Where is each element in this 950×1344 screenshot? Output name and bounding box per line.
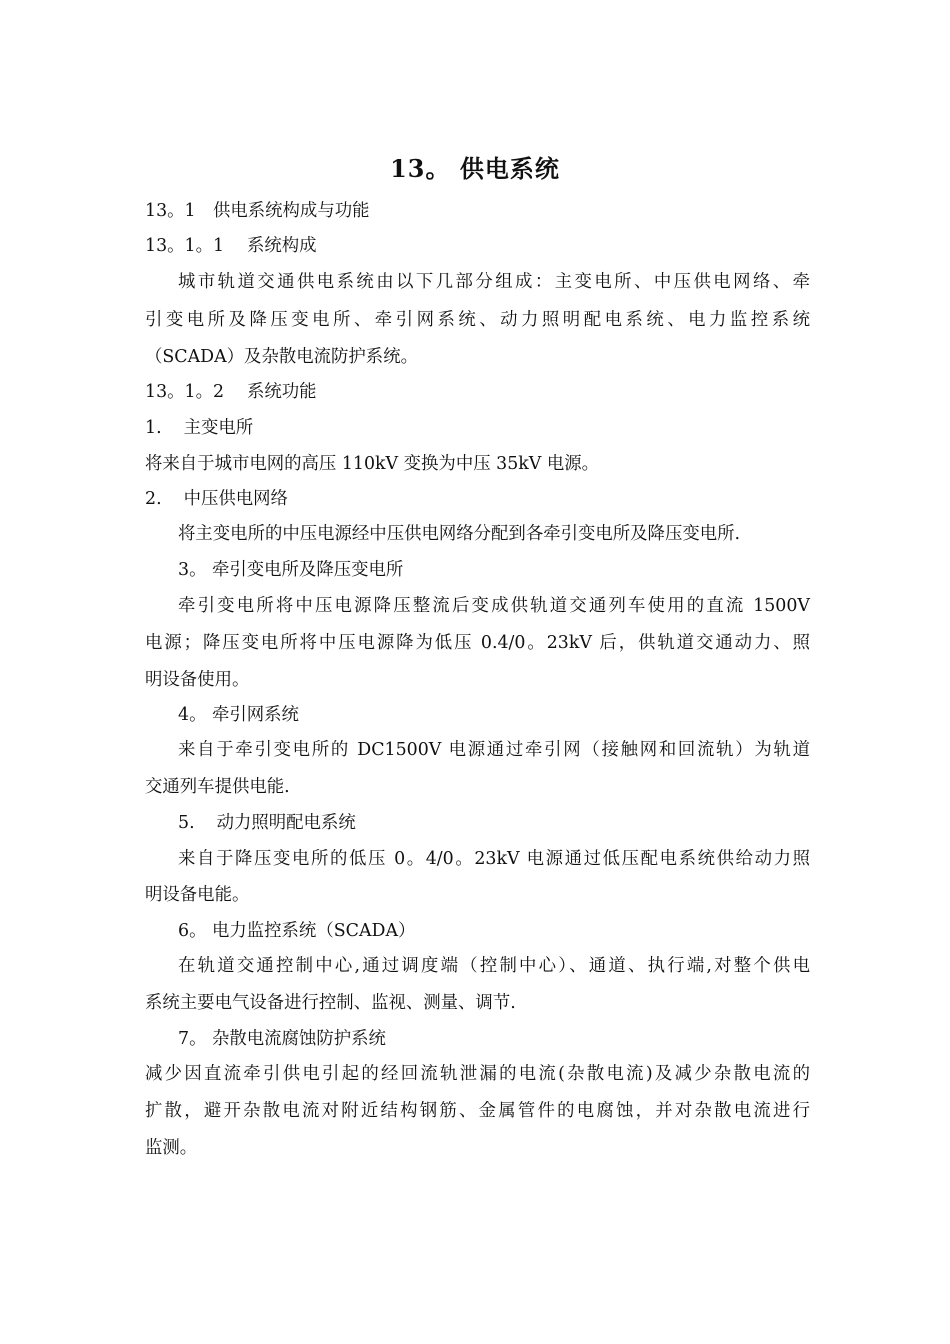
item-3-heading: 3。 牵引变电所及降压变电所 — [178, 560, 404, 580]
item-5-body-line-1: 来自于降压变电所的低压 0。4/0。23kV 电源通过低压配电系统供给动力照 — [178, 849, 810, 869]
page-title: 13。 供电系统 — [390, 154, 560, 183]
item-6-body-line-2: 系统主要电气设备进行控制、监视、测量、调节. — [145, 993, 516, 1013]
item-3-body-line-3: 明设备使用。 — [145, 670, 250, 690]
item-6-body-line-1: 在轨道交通控制中心,通过调度端（控制中心）、通道、执行端,对整个供电 — [178, 956, 810, 976]
item-1-number: 1. — [145, 418, 162, 438]
item-3-body-line-2: 电源；降压变电所将中压电源降为低压 0.4/0。23kV 后，供轨道交通动力、照 — [145, 633, 810, 653]
item-1-heading — [145, 415, 810, 441]
item-5-heading — [178, 810, 810, 836]
item-1-body: 将来自于城市电网的高压 110kV 变换为中压 35kV 电源。 — [145, 454, 600, 474]
composition-paragraph-line-2: 引变电所及降压变电所、牵引网系统、动力照明配电系统、电力监控系统 — [145, 310, 810, 330]
item-1-label: 主变电所 — [183, 418, 254, 438]
item-6-heading: 6。 电力监控系统（SCADA） — [178, 921, 416, 941]
item-2-number: 2. — [145, 489, 162, 509]
item-2-label: 中压供电网络 — [183, 489, 288, 509]
section-heading-13-1-2: 13。1。2 系统功能 — [145, 382, 317, 402]
item-4-body-line-1: 来自于牵引变电所的 DC1500V 电源通过牵引网（接触网和回流轨）为轨道 — [178, 740, 810, 760]
item-4-body-line-2: 交通列车提供电能. — [145, 777, 290, 797]
item-7-body-line-1: 减少因直流牵引供电引起的经回流轨泄漏的电流(杂散电流)及减少杂散电流的 — [145, 1064, 810, 1084]
item-2-heading — [145, 486, 810, 512]
item-5-label: 动力照明配电系统 — [216, 813, 356, 833]
section-heading-13-1: 13。1 供电系统构成与功能 — [145, 201, 370, 221]
composition-paragraph-line-3: （SCADA）及杂散电流防护系统。 — [145, 347, 418, 367]
section-heading-13-1-1: 13。1。1 系统构成 — [145, 236, 317, 256]
item-2-body: 将主变电所的中压电源经中压供电网络分配到各牵引变电所及降压变电所. — [178, 524, 741, 544]
item-5-body-line-2: 明设备电能。 — [145, 885, 250, 905]
item-4-heading: 4。 牵引网系统 — [178, 705, 299, 725]
item-5-number: 5. — [178, 813, 195, 833]
item-7-body-line-2: 扩散，避开杂散电流对附近结构钢筋、金属管件的电腐蚀，并对杂散电流进行 — [145, 1101, 810, 1121]
composition-paragraph-line-1: 城市轨道交通供电系统由以下几部分组成：主变电所、中压供电网络、牵 — [178, 272, 810, 292]
item-7-heading: 7。 杂散电流腐蚀防护系统 — [178, 1029, 386, 1049]
item-7-body-line-3: 监测。 — [145, 1138, 198, 1158]
item-3-body-line-1: 牵引变电所将中压电源降压整流后变成供轨道交通列车使用的直流 1500V — [178, 596, 810, 616]
